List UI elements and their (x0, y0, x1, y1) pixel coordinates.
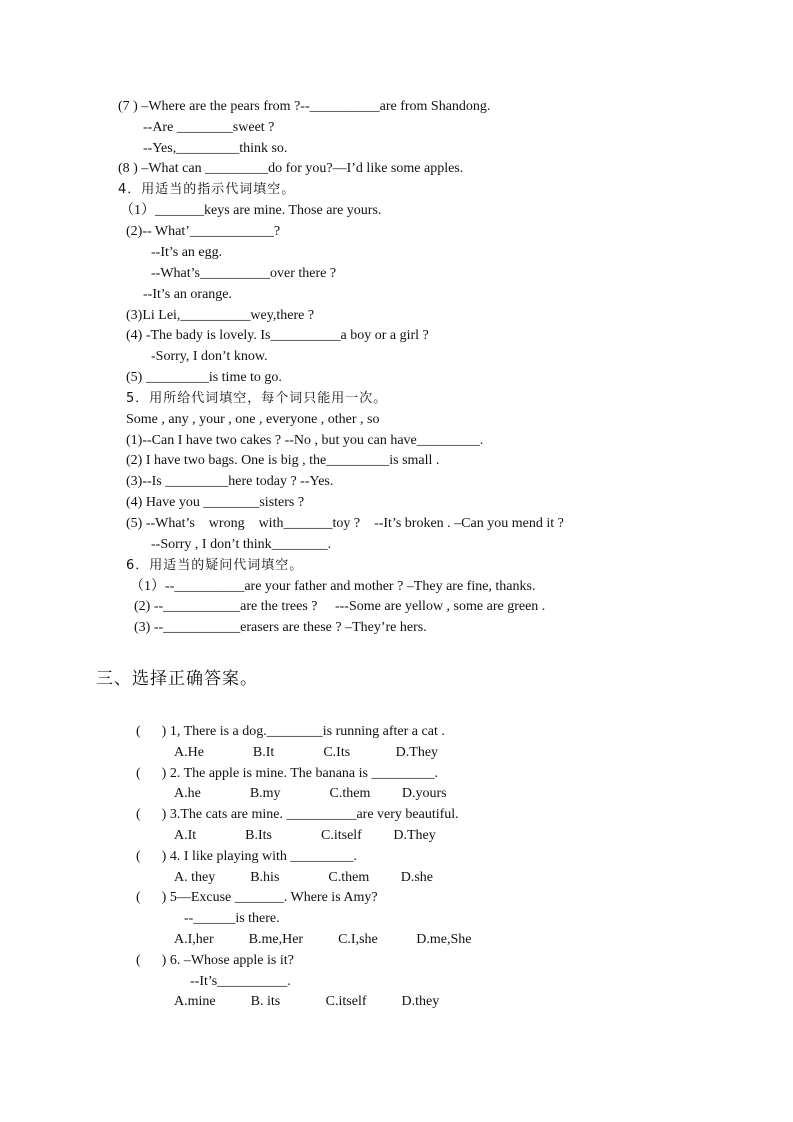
s4-question-2-reply-3: --It’s an orange. (143, 287, 233, 302)
mc-question-2: ( ) 2. The apple is mine. The banana is _________. (136, 766, 438, 781)
mc-question-3: ( ) 3.The cats are mine. __________are very beautiful. (136, 807, 459, 822)
mc-question-2-options: A.he B.my C.them D.yours (174, 786, 447, 801)
s5-question-5-reply: --Sorry , I don’t think________. (151, 537, 332, 552)
mc-question-1-options: A.He B.It C.Its D.They (174, 745, 439, 760)
s6-question-3: (3) --___________erasers are these ? –They’re hers. (134, 620, 427, 635)
question-8-line: (8 ) –What can _________do for you?—I’d like some apples. (118, 161, 464, 176)
s5-question-5: (5) --What’s wrong with_______toy ? --It’s broken . –Can you mend it ? (126, 516, 564, 531)
s4-question-5: (5) _________is time to go. (126, 370, 282, 385)
s5-question-4: (4) Have you ________sisters ? (126, 495, 305, 510)
s4-question-2: (2)-- What’____________? (126, 224, 281, 239)
mc-question-5-reply: --______is there. (184, 911, 280, 926)
mc-question-6-reply: --It’s__________. (190, 974, 291, 989)
section-5-word-bank: Some , any , your , one , everyone , other , so (126, 412, 380, 427)
s4-question-2-reply-2: --What’s__________over there ? (151, 266, 337, 281)
s4-question-4: (4) -The bady is lovely. Is__________a boy or a girl ? (126, 328, 429, 343)
mc-question-4: ( ) 4. I like playing with _________. (136, 849, 357, 864)
mc-question-6-options: A.mine B. its C.itself D.they (174, 994, 440, 1009)
mc-question-4-options: A. they B.his C.them D.she (174, 870, 433, 885)
section-5-instruction: 5．用所给代词填空，每个词只能用一次。 (126, 391, 388, 406)
question-7-reply-2: --Yes,_________think so. (143, 141, 288, 156)
s6-question-2: (2) --___________are the trees ? ---Some are yellow , some are green . (134, 599, 546, 614)
s4-question-3: (3)Li Lei,__________wey,there ? (126, 308, 315, 323)
mc-question-1: ( ) 1, There is a dog.________is running after a cat . (136, 724, 445, 739)
s4-question-1: （1）_______keys are mine. Those are yours. (120, 203, 382, 218)
s4-question-2-reply-1: --It’s an egg. (151, 245, 223, 260)
s4-question-4-reply: -Sorry, I don’t know. (151, 349, 268, 364)
section-6-instruction: 6．用适当的疑问代词填空。 (126, 558, 304, 573)
mc-question-3-options: A.It B.Its C.itself D.They (174, 828, 436, 843)
mc-question-5: ( ) 5—Excuse _______. Where is Amy? (136, 890, 378, 905)
s5-question-1: (1)--Can I have two cakes ? --No , but you can have_________. (126, 433, 484, 448)
mc-question-5-options: A.I,her B.me,Her C.I,she D.me,She (174, 932, 472, 947)
s6-question-1: （1）--__________are your father and mother ? –They are fine, thanks. (130, 579, 536, 594)
question-7-reply-1: --Are ________sweet ? (143, 120, 275, 135)
mc-question-6: ( ) 6. –Whose apple is it? (136, 953, 294, 968)
s5-question-3: (3)--Is _________here today ? --Yes. (126, 474, 334, 489)
section-3-title: 三、选择正确答案。 (96, 669, 258, 689)
s5-question-2: (2) I have two bags. One is big , the_________is small . (126, 453, 440, 468)
question-7-line: (7 ) –Where are the pears from ?--__________are from Shandong. (118, 99, 491, 114)
section-4-instruction: 4．用适当的指示代词填空。 (118, 182, 296, 197)
